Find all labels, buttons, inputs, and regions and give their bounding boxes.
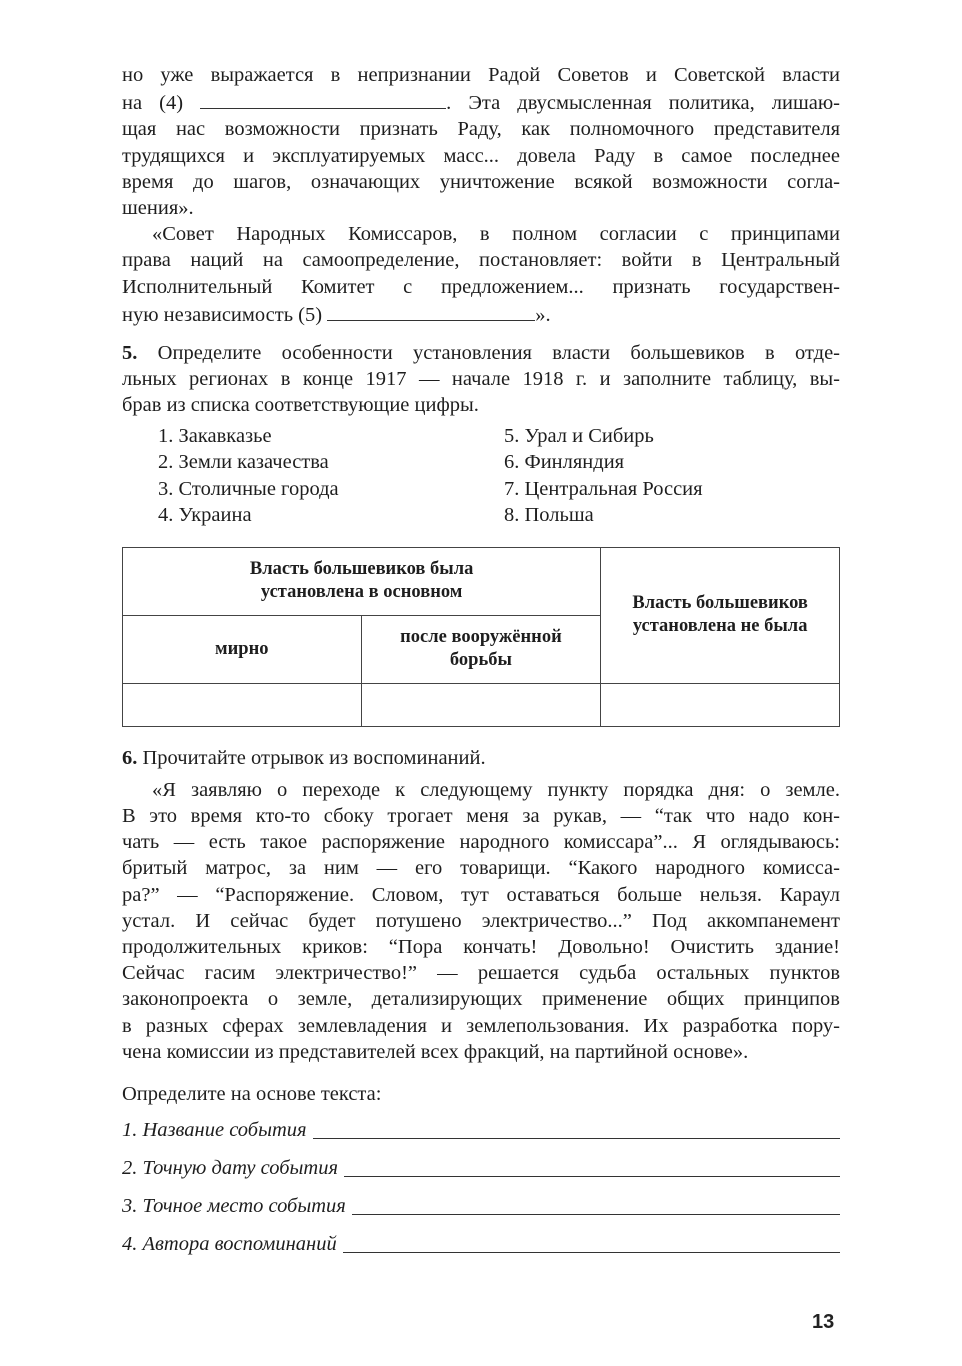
- list-item: 8. Польша: [504, 504, 594, 527]
- region-list-right: [504, 423, 703, 529]
- memoir-line: чать — есть такое распоряжение народного комиссара”... Я оглядываюсь:: [122, 831, 840, 854]
- task-5: [122, 340, 840, 727]
- answer-label: 3. Точное место события: [122, 1195, 352, 1217]
- answer-line-event-place[interactable]: [122, 1191, 840, 1221]
- memoir-line: ра?” — “Распоряжение. Словом, тут оставаться больше нельзя. Караул: [122, 883, 840, 906]
- table-header-peaceful: мирно: [123, 615, 362, 683]
- intro-line: ную независимость (5) ».: [122, 300, 840, 328]
- answer-blank-4[interactable]: [200, 88, 446, 109]
- list-item: 3. Столичные города: [158, 477, 339, 500]
- define-heading: Определите на основе текста:: [122, 1083, 382, 1106]
- memoir-line: продолжительных криков: “Пора кончать! Довольно! Очистить здание!: [122, 936, 840, 959]
- intro-line: «Совет Народных Комиссаров, в полном согласии с принципами: [152, 223, 840, 246]
- memoir-line: бритый матрос, за ним — его товарищи. “Какого народного комисса-: [122, 857, 840, 880]
- intro-line: щая нас возможности признать Раду, как полномочного представителя: [122, 118, 840, 141]
- list-item: 7. Центральная Россия: [504, 477, 703, 500]
- intro-line: Исполнительный Комитет с предложением... признать государствен-: [122, 275, 840, 298]
- page-content: [122, 62, 840, 1259]
- list-item: 1. Закавказье: [158, 424, 272, 447]
- table-answer-cell[interactable]: [123, 683, 362, 726]
- answer-label: 4. Автора воспоминаний: [122, 1233, 343, 1255]
- answer-table: [122, 547, 840, 727]
- table-answer-cell[interactable]: [361, 683, 601, 726]
- memoir-line: устал. И сейчас будет потушено электричество...” Под аккомпанемент: [122, 909, 840, 932]
- answer-blank-5[interactable]: [327, 300, 535, 321]
- intro-line: шения».: [122, 197, 194, 220]
- intro-line: время до шагов, означающих уничтожение всякой возможности согла-: [122, 170, 840, 193]
- intro-line: на (4) . Эта двусмысленная политика, лишаю-: [122, 88, 840, 116]
- answer-label: 2. Точную дату события: [122, 1157, 344, 1179]
- list-item: 2. Земли казачества: [158, 451, 329, 474]
- list-item: 6. Финляндия: [504, 451, 625, 474]
- list-item: 5. Урал и Сибирь: [504, 424, 654, 447]
- region-list-left: [158, 423, 339, 529]
- memoir-line: «Я заявляю о переходе к следующему пункту порядка дня: о земле.: [152, 778, 840, 801]
- intro-line: трудящихся и эксплуатируемых масс... довела Раду в самое последнее: [122, 144, 840, 167]
- task-6-heading: 6. Прочитайте отрывок из воспоминаний.: [122, 746, 486, 769]
- intro-line: но уже выражается в непризнании Радой Советов и Советской власти: [122, 64, 840, 86]
- intro-line: права наций на самоопределение, постановляет: войти в Центральный: [122, 249, 840, 272]
- answer-line-author[interactable]: [122, 1229, 840, 1259]
- page-number: 13: [812, 1311, 835, 1333]
- memoir-line: В это время кто-то сбоку трогает меня за рукав, — “так что надо кон-: [122, 805, 840, 828]
- list-item: 4. Украина: [158, 504, 252, 527]
- table-header-not-established: Власть большевиков установлена не была: [601, 547, 840, 683]
- memoir-line: в разных сферах землевладения и землепользования. Их разработка пору-: [122, 1014, 840, 1037]
- task-6: [122, 745, 840, 1260]
- table-header-armed-struggle: после вооружённой борьбы: [361, 615, 601, 683]
- region-list: [122, 423, 840, 529]
- task-5-text: льных регионах в конце 1917 — начале 1918 г. и заполните таблицу, вы-: [122, 368, 840, 391]
- task-5-number: 5.: [122, 342, 138, 365]
- task-5-text: 5. Определите особенности установления власти большевиков в отде-: [122, 342, 840, 365]
- memoir-line: Сейчас гасим электричество!” — решается судьба остальных пунктов: [122, 962, 840, 985]
- table-header-established: Власть большевиков была установлена в основном: [123, 547, 601, 615]
- answer-line-event-name[interactable]: [122, 1115, 840, 1145]
- answer-label: 1. Название события: [122, 1119, 313, 1141]
- memoir-line: законопроекта о земле, детализирующих применение общих принципов: [122, 988, 840, 1011]
- task-5-text: брав из списка соответствующие цифры.: [122, 394, 479, 417]
- task-6-number: 6.: [122, 746, 138, 769]
- memoir-line: чена комиссии из представителей всех фракций, на партийной основе».: [122, 1040, 749, 1063]
- table-answer-cell[interactable]: [601, 683, 840, 726]
- answer-line-event-date[interactable]: [122, 1153, 840, 1183]
